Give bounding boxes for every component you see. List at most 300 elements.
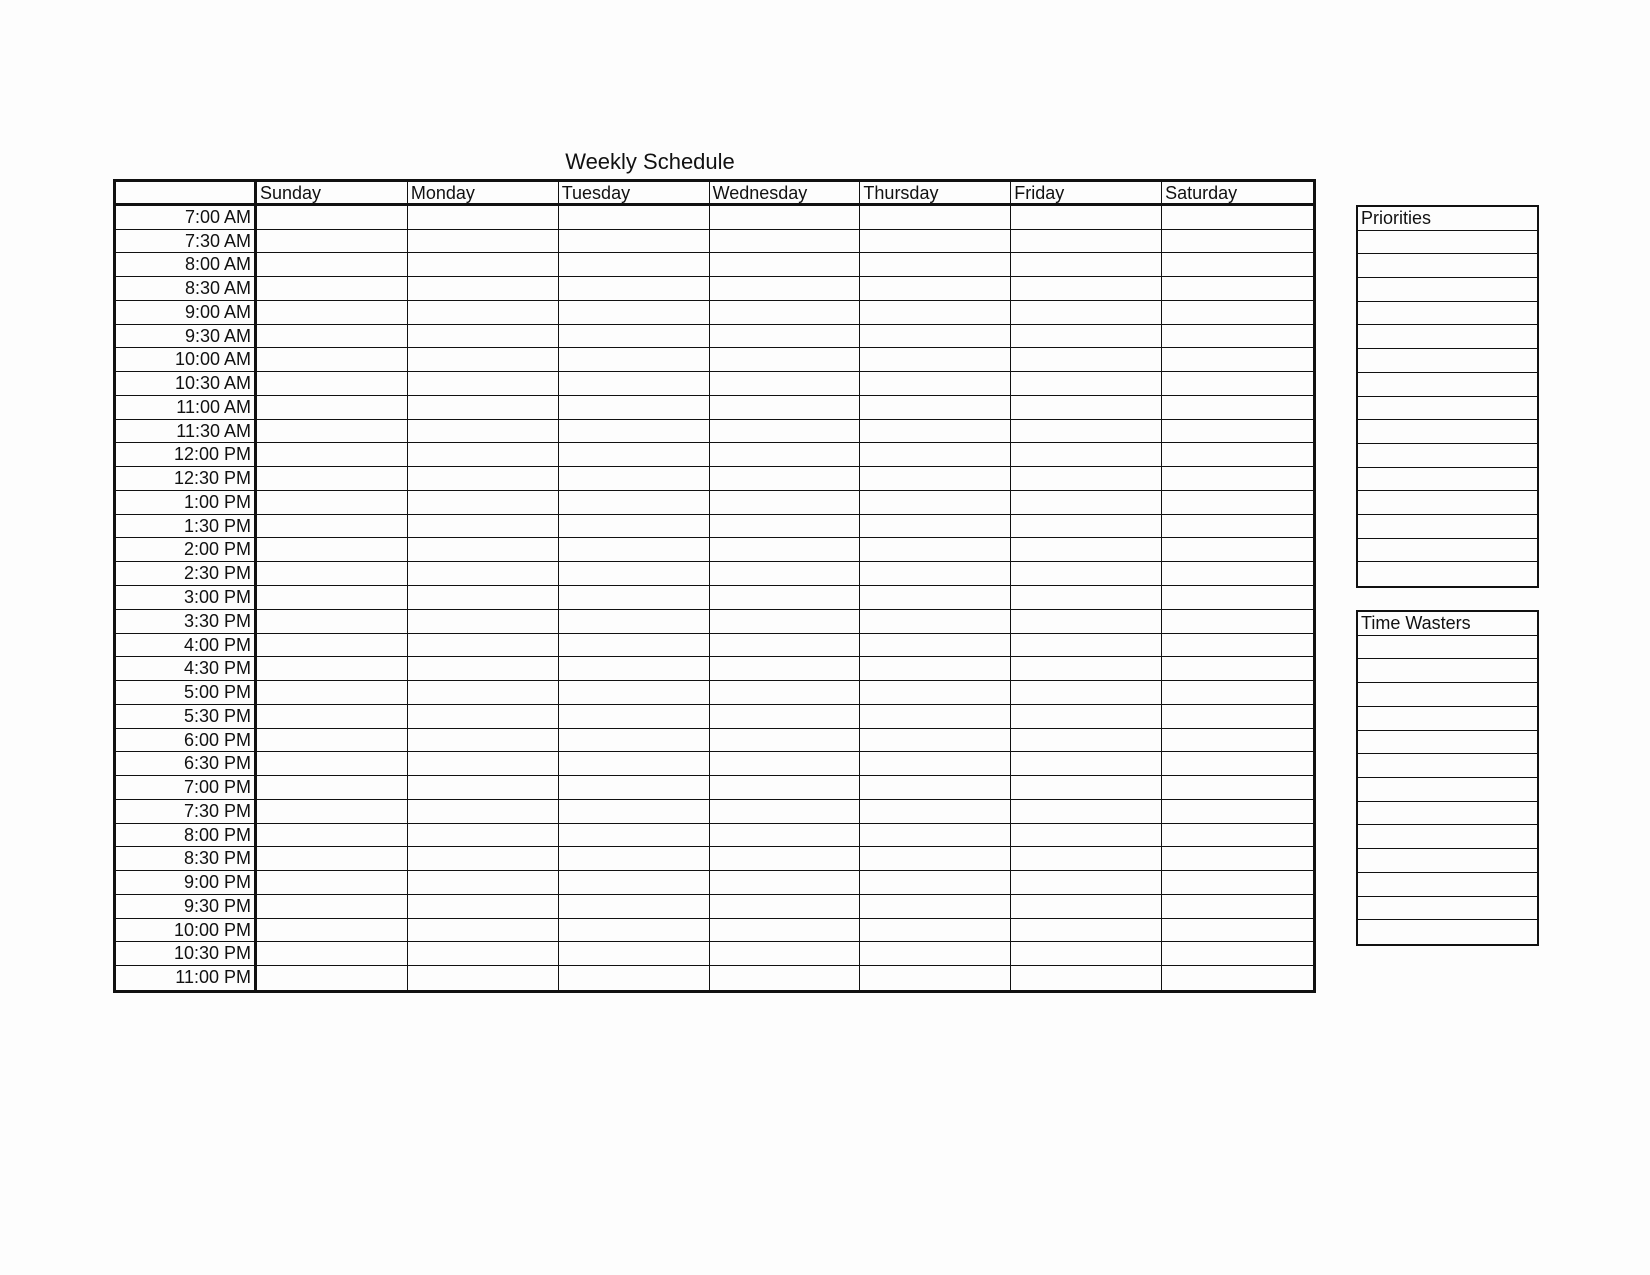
schedule-slot[interactable] [559, 325, 710, 349]
time-label: 11:00 PM [116, 966, 257, 990]
time-label: 7:30 AM [116, 230, 257, 254]
time-wasters-entry-row[interactable] [1358, 778, 1537, 802]
schedule-slot[interactable] [559, 966, 710, 990]
schedule-slot[interactable] [1011, 348, 1162, 372]
schedule-slot[interactable] [257, 420, 408, 444]
schedule-slot[interactable] [860, 562, 1011, 586]
schedule-slot[interactable] [1011, 800, 1162, 824]
schedule-slot[interactable] [559, 515, 710, 539]
schedule-slot[interactable] [860, 824, 1011, 848]
schedule-slot[interactable] [559, 538, 710, 562]
time-label: 8:00 PM [116, 824, 257, 848]
schedule-slot[interactable] [860, 942, 1011, 966]
schedule-slot[interactable] [257, 705, 408, 729]
schedule-slot[interactable] [1011, 610, 1162, 634]
schedule-slot[interactable] [257, 372, 408, 396]
schedule-slot[interactable] [710, 895, 861, 919]
schedule-slot[interactable] [408, 681, 559, 705]
priorities-entry-row[interactable] [1358, 254, 1537, 278]
schedule-slot[interactable] [1011, 301, 1162, 325]
schedule-slot[interactable] [710, 467, 861, 491]
time-wasters-heading: Time Wasters [1358, 612, 1537, 636]
schedule-slot[interactable] [710, 230, 861, 254]
schedule-slot[interactable] [257, 919, 408, 943]
schedule-slot[interactable] [408, 966, 559, 990]
schedule-slot[interactable] [257, 277, 408, 301]
priorities-entry-row[interactable] [1358, 562, 1537, 586]
schedule-slot[interactable] [860, 325, 1011, 349]
priorities-entry-row[interactable] [1358, 278, 1537, 302]
schedule-slot[interactable] [408, 277, 559, 301]
schedule-slot[interactable] [1162, 824, 1313, 848]
schedule-slot[interactable] [710, 966, 861, 990]
schedule-slot[interactable] [710, 253, 861, 277]
schedule-slot[interactable] [559, 610, 710, 634]
schedule-slot[interactable] [559, 206, 710, 230]
schedule-slot[interactable] [860, 277, 1011, 301]
priorities-entry-row[interactable] [1358, 397, 1537, 421]
schedule-slot[interactable] [1162, 657, 1313, 681]
time-wasters-entry-row[interactable] [1358, 636, 1537, 660]
time-wasters-list [1356, 610, 1539, 946]
time-label: 8:30 PM [116, 847, 257, 871]
schedule-slot[interactable] [408, 800, 559, 824]
schedule-slot[interactable] [257, 634, 408, 658]
schedule-slot[interactable] [710, 847, 861, 871]
schedule-slot[interactable] [1011, 657, 1162, 681]
schedule-slot[interactable] [860, 800, 1011, 824]
schedule-slot[interactable] [408, 372, 559, 396]
schedule-slot[interactable] [1011, 372, 1162, 396]
schedule-slot[interactable] [860, 752, 1011, 776]
schedule-slot[interactable] [1011, 467, 1162, 491]
time-label: 3:30 PM [116, 610, 257, 634]
schedule-slot[interactable] [257, 610, 408, 634]
schedule-slot[interactable] [408, 348, 559, 372]
schedule-slot[interactable] [408, 538, 559, 562]
time-label: 8:30 AM [116, 277, 257, 301]
schedule-slot[interactable] [257, 752, 408, 776]
schedule-slot[interactable] [860, 919, 1011, 943]
time-label: 11:30 AM [116, 420, 257, 444]
schedule-slot[interactable] [710, 206, 861, 230]
schedule-slot[interactable] [408, 895, 559, 919]
time-wasters-entry-row[interactable] [1358, 825, 1537, 849]
schedule-slot[interactable] [1162, 420, 1313, 444]
schedule-slot[interactable] [257, 301, 408, 325]
schedule-slot[interactable] [860, 396, 1011, 420]
schedule-slot[interactable] [1011, 515, 1162, 539]
schedule-slot[interactable] [257, 562, 408, 586]
schedule-slot[interactable] [710, 301, 861, 325]
time-label: 12:30 PM [116, 467, 257, 491]
time-label: 6:00 PM [116, 729, 257, 753]
schedule-slot[interactable] [257, 776, 408, 800]
schedule-slot[interactable] [710, 776, 861, 800]
time-label: 10:30 PM [116, 942, 257, 966]
schedule-slot[interactable] [860, 348, 1011, 372]
schedule-slot[interactable] [559, 800, 710, 824]
schedule-slot[interactable] [1162, 467, 1313, 491]
schedule-slot[interactable] [559, 420, 710, 444]
schedule-slot[interactable] [559, 253, 710, 277]
schedule-slot[interactable] [1162, 681, 1313, 705]
priorities-entry-row[interactable] [1358, 420, 1537, 444]
schedule-slot[interactable] [408, 206, 559, 230]
schedule-slot[interactable] [710, 443, 861, 467]
schedule-slot[interactable] [408, 729, 559, 753]
schedule-slot[interactable] [710, 396, 861, 420]
schedule-slot[interactable] [710, 919, 861, 943]
schedule-slot[interactable] [710, 871, 861, 895]
schedule-slot[interactable] [860, 847, 1011, 871]
schedule-slot[interactable] [710, 372, 861, 396]
day-header-tuesday: Tuesday [559, 182, 710, 206]
schedule-slot[interactable] [257, 657, 408, 681]
schedule-slot[interactable] [408, 871, 559, 895]
time-label: 9:30 PM [116, 895, 257, 919]
time-wasters-entry-row[interactable] [1358, 849, 1537, 873]
schedule-slot[interactable] [408, 253, 559, 277]
schedule-slot[interactable] [1011, 325, 1162, 349]
schedule-slot[interactable] [860, 515, 1011, 539]
schedule-slot[interactable] [408, 586, 559, 610]
schedule-slot[interactable] [257, 253, 408, 277]
schedule-slot[interactable] [1162, 206, 1313, 230]
schedule-slot[interactable] [257, 325, 408, 349]
schedule-slot[interactable] [559, 824, 710, 848]
schedule-slot[interactable] [408, 705, 559, 729]
schedule-slot[interactable] [559, 729, 710, 753]
schedule-slot[interactable] [860, 420, 1011, 444]
schedule-slot[interactable] [710, 325, 861, 349]
schedule-slot[interactable] [1162, 895, 1313, 919]
schedule-slot[interactable] [257, 681, 408, 705]
schedule-slot[interactable] [1162, 705, 1313, 729]
time-label: 5:30 PM [116, 705, 257, 729]
schedule-slot[interactable] [257, 206, 408, 230]
header-corner-cell [116, 182, 257, 206]
schedule-slot[interactable] [1162, 776, 1313, 800]
schedule-slot[interactable] [1011, 824, 1162, 848]
schedule-slot[interactable] [1011, 277, 1162, 301]
schedule-slot[interactable] [559, 705, 710, 729]
schedule-slot[interactable] [408, 491, 559, 515]
schedule-slot[interactable] [710, 729, 861, 753]
page-title: Weekly Schedule [565, 149, 735, 174]
schedule-slot[interactable] [1162, 871, 1313, 895]
schedule-slot[interactable] [860, 634, 1011, 658]
schedule-slot[interactable] [257, 491, 408, 515]
schedule-slot[interactable] [408, 443, 559, 467]
schedule-slot[interactable] [408, 230, 559, 254]
schedule-slot[interactable] [860, 253, 1011, 277]
schedule-slot[interactable] [1011, 681, 1162, 705]
time-label: 7:30 PM [116, 800, 257, 824]
schedule-slot[interactable] [710, 348, 861, 372]
time-label: 2:00 PM [116, 538, 257, 562]
schedule-slot[interactable] [710, 420, 861, 444]
schedule-slot[interactable] [408, 396, 559, 420]
priorities-entry-row[interactable] [1358, 373, 1537, 397]
schedule-slot[interactable] [1011, 705, 1162, 729]
schedule-slot[interactable] [257, 871, 408, 895]
schedule-slot[interactable] [860, 538, 1011, 562]
schedule-slot[interactable] [559, 301, 710, 325]
schedule-slot[interactable] [1162, 396, 1313, 420]
schedule-slot[interactable] [710, 942, 861, 966]
schedule-slot[interactable] [408, 610, 559, 634]
schedule-slot[interactable] [1162, 752, 1313, 776]
time-wasters-entry-row[interactable] [1358, 731, 1537, 755]
schedule-slot[interactable] [559, 942, 710, 966]
schedule-slot[interactable] [710, 515, 861, 539]
schedule-slot[interactable] [408, 325, 559, 349]
schedule-slot[interactable] [860, 871, 1011, 895]
schedule-slot[interactable] [710, 491, 861, 515]
schedule-slot[interactable] [559, 491, 710, 515]
schedule-slot[interactable] [257, 895, 408, 919]
schedule-slot[interactable] [559, 396, 710, 420]
schedule-slot[interactable] [860, 443, 1011, 467]
schedule-slot[interactable] [1162, 443, 1313, 467]
schedule-slot[interactable] [257, 966, 408, 990]
schedule-slot[interactable] [860, 681, 1011, 705]
schedule-slot[interactable] [559, 230, 710, 254]
schedule-slot[interactable] [1011, 966, 1162, 990]
schedule-slot[interactable] [710, 538, 861, 562]
schedule-slot[interactable] [257, 942, 408, 966]
day-header-wednesday: Wednesday [710, 182, 861, 206]
schedule-slot[interactable] [408, 752, 559, 776]
schedule-slot[interactable] [710, 610, 861, 634]
schedule-slot[interactable] [408, 657, 559, 681]
schedule-slot[interactable] [860, 206, 1011, 230]
schedule-slot[interactable] [1162, 277, 1313, 301]
time-label: 4:30 PM [116, 657, 257, 681]
schedule-slot[interactable] [408, 776, 559, 800]
schedule-slot[interactable] [559, 443, 710, 467]
schedule-slot[interactable] [408, 467, 559, 491]
priorities-entry-row[interactable] [1358, 444, 1537, 468]
schedule-slot[interactable] [860, 657, 1011, 681]
schedule-slot[interactable] [1011, 729, 1162, 753]
schedule-slot[interactable] [257, 396, 408, 420]
schedule-slot[interactable] [559, 277, 710, 301]
schedule-slot[interactable] [1162, 942, 1313, 966]
priorities-list [1356, 205, 1539, 588]
schedule-slot[interactable] [1162, 230, 1313, 254]
schedule-slot[interactable] [710, 657, 861, 681]
schedule-slot[interactable] [1162, 634, 1313, 658]
schedule-slot[interactable] [559, 681, 710, 705]
schedule-slot[interactable] [257, 467, 408, 491]
schedule-slot[interactable] [860, 895, 1011, 919]
schedule-slot[interactable] [559, 895, 710, 919]
schedule-slot[interactable] [1011, 586, 1162, 610]
schedule-slot[interactable] [1162, 966, 1313, 990]
schedule-slot[interactable] [1011, 776, 1162, 800]
schedule-slot[interactable] [1011, 491, 1162, 515]
schedule-grid [113, 179, 1316, 993]
schedule-slot[interactable] [257, 515, 408, 539]
priorities-heading: Priorities [1358, 207, 1537, 231]
schedule-slot[interactable] [1162, 610, 1313, 634]
schedule-slot[interactable] [559, 634, 710, 658]
schedule-slot[interactable] [710, 824, 861, 848]
schedule-slot[interactable] [860, 467, 1011, 491]
schedule-slot[interactable] [710, 705, 861, 729]
schedule-slot[interactable] [257, 230, 408, 254]
schedule-slot[interactable] [257, 847, 408, 871]
schedule-slot[interactable] [1011, 871, 1162, 895]
schedule-slot[interactable] [1162, 301, 1313, 325]
time-label: 10:00 PM [116, 919, 257, 943]
schedule-slot[interactable] [1162, 800, 1313, 824]
priorities-entry-row[interactable] [1358, 231, 1537, 255]
schedule-slot[interactable] [257, 348, 408, 372]
schedule-slot[interactable] [1011, 420, 1162, 444]
time-label: 5:00 PM [116, 681, 257, 705]
schedule-slot[interactable] [860, 966, 1011, 990]
schedule-slot[interactable] [1011, 206, 1162, 230]
schedule-slot[interactable] [860, 301, 1011, 325]
schedule-slot[interactable] [408, 919, 559, 943]
schedule-slot[interactable] [559, 776, 710, 800]
schedule-slot[interactable] [1162, 847, 1313, 871]
schedule-slot[interactable] [860, 776, 1011, 800]
schedule-slot[interactable] [257, 824, 408, 848]
priorities-entry-row[interactable] [1358, 468, 1537, 492]
time-label: 3:00 PM [116, 586, 257, 610]
schedule-slot[interactable] [1162, 253, 1313, 277]
schedule-slot[interactable] [1162, 325, 1313, 349]
schedule-slot[interactable] [1162, 729, 1313, 753]
schedule-slot[interactable] [1011, 919, 1162, 943]
schedule-slot[interactable] [1162, 515, 1313, 539]
schedule-slot[interactable] [1162, 919, 1313, 943]
schedule-slot[interactable] [559, 657, 710, 681]
schedule-slot[interactable] [1011, 443, 1162, 467]
time-wasters-entry-row[interactable] [1358, 754, 1537, 778]
time-label: 11:00 AM [116, 396, 257, 420]
time-wasters-entry-row[interactable] [1358, 659, 1537, 683]
schedule-slot[interactable] [257, 538, 408, 562]
schedule-slot[interactable] [257, 443, 408, 467]
schedule-slot[interactable] [408, 301, 559, 325]
schedule-slot[interactable] [1011, 895, 1162, 919]
schedule-slot[interactable] [860, 610, 1011, 634]
schedule-slot[interactable] [1162, 372, 1313, 396]
schedule-slot[interactable] [710, 277, 861, 301]
schedule-slot[interactable] [710, 634, 861, 658]
priorities-entry-row[interactable] [1358, 515, 1537, 539]
priorities-entry-row[interactable] [1358, 325, 1537, 349]
time-label: 9:00 PM [116, 871, 257, 895]
schedule-slot[interactable] [559, 752, 710, 776]
time-label: 8:00 AM [116, 253, 257, 277]
schedule-slot[interactable] [710, 562, 861, 586]
schedule-slot[interactable] [559, 348, 710, 372]
time-label: 9:00 AM [116, 301, 257, 325]
schedule-slot[interactable] [559, 467, 710, 491]
schedule-slot[interactable] [1162, 348, 1313, 372]
schedule-slot[interactable] [1011, 230, 1162, 254]
priorities-entry-row[interactable] [1358, 302, 1537, 326]
day-header-friday: Friday [1011, 182, 1162, 206]
schedule-slot[interactable] [559, 372, 710, 396]
time-wasters-entry-row[interactable] [1358, 683, 1537, 707]
time-wasters-entry-row[interactable] [1358, 897, 1537, 921]
schedule-slot[interactable] [408, 634, 559, 658]
schedule-slot[interactable] [860, 230, 1011, 254]
schedule-slot[interactable] [860, 586, 1011, 610]
day-header-saturday: Saturday [1162, 182, 1313, 206]
priorities-entry-row[interactable] [1358, 491, 1537, 515]
time-wasters-entry-row[interactable] [1358, 920, 1537, 944]
time-label: 7:00 PM [116, 776, 257, 800]
schedule-slot[interactable] [559, 847, 710, 871]
schedule-slot[interactable] [1011, 942, 1162, 966]
schedule-slot[interactable] [710, 800, 861, 824]
time-label: 9:30 AM [116, 325, 257, 349]
schedule-slot[interactable] [1162, 562, 1313, 586]
priorities-entry-row[interactable] [1358, 539, 1537, 563]
time-wasters-entry-row[interactable] [1358, 802, 1537, 826]
schedule-slot[interactable] [710, 586, 861, 610]
schedule-slot[interactable] [559, 586, 710, 610]
schedule-slot[interactable] [1162, 538, 1313, 562]
schedule-slot[interactable] [1011, 562, 1162, 586]
schedule-slot[interactable] [860, 491, 1011, 515]
schedule-slot[interactable] [257, 729, 408, 753]
schedule-slot[interactable] [408, 515, 559, 539]
schedule-slot[interactable] [559, 871, 710, 895]
day-header-thursday: Thursday [860, 182, 1011, 206]
time-label: 12:00 PM [116, 443, 257, 467]
priorities-entry-row[interactable] [1358, 349, 1537, 373]
schedule-slot[interactable] [1162, 586, 1313, 610]
schedule-slot[interactable] [408, 420, 559, 444]
time-label: 1:00 PM [116, 491, 257, 515]
schedule-slot[interactable] [257, 800, 408, 824]
schedule-slot[interactable] [408, 562, 559, 586]
time-label: 4:00 PM [116, 634, 257, 658]
schedule-slot[interactable] [408, 824, 559, 848]
schedule-slot[interactable] [1011, 634, 1162, 658]
schedule-slot[interactable] [710, 752, 861, 776]
time-wasters-entry-row[interactable] [1358, 873, 1537, 897]
time-label: 10:30 AM [116, 372, 257, 396]
schedule-slot[interactable] [1162, 491, 1313, 515]
schedule-slot[interactable] [710, 681, 861, 705]
schedule-slot[interactable] [860, 705, 1011, 729]
schedule-slot[interactable] [408, 942, 559, 966]
schedule-slot[interactable] [860, 729, 1011, 753]
schedule-slot[interactable] [408, 847, 559, 871]
time-wasters-entry-row[interactable] [1358, 707, 1537, 731]
schedule-slot[interactable] [257, 586, 408, 610]
day-header-sunday: Sunday [257, 182, 408, 206]
schedule-slot[interactable] [1011, 538, 1162, 562]
schedule-slot[interactable] [860, 372, 1011, 396]
schedule-slot[interactable] [559, 562, 710, 586]
schedule-slot[interactable] [1011, 396, 1162, 420]
schedule-slot[interactable] [559, 919, 710, 943]
schedule-slot[interactable] [1011, 847, 1162, 871]
schedule-slot[interactable] [1011, 253, 1162, 277]
schedule-slot[interactable] [1011, 752, 1162, 776]
